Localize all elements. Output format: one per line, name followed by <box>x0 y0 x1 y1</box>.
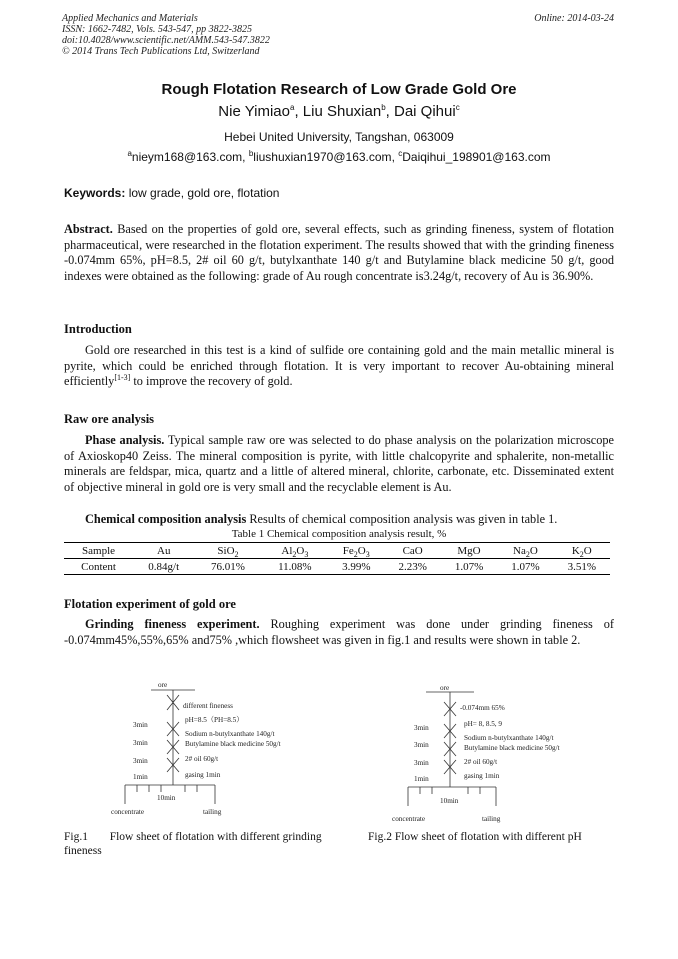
affiliation: Hebei United University, Tangshan, 063009 <box>224 130 454 144</box>
abstract-text: Based on the properties of gold ore, several effects, such as grinding fineness, system of flotation pharmaceutical, were researched in the flotation experiment. The results showed that with the grinding fineness -0.074mm 65%, pH=8.5, 2# oil 60 g/t, butylxanthate 140 g/t and Butylamine black medicine 50 g/t, good indexes were obtained as the following: grade of Au rough concentrate is3.24g/t, recovery of Au is 36.90%. <box>64 222 614 283</box>
author-list: Nie Yimiao$^a$, Liu Shuxian$^b$, Dai Qihui$^c$ <box>218 103 460 120</box>
reagent-label: pH= 8, 8.5, 9 <box>464 720 502 728</box>
online-date: Online: 2014-03-24 <box>534 13 614 24</box>
flowsheet-fig1 <box>111 680 315 825</box>
email-link[interactable]: Daiqihui_198901@163.com <box>402 150 551 164</box>
reagent-label: Butylamine black medicine 50g/t <box>464 744 560 752</box>
section-heading-flotation: Flotation experiment of gold ore <box>64 597 236 611</box>
table-cell: 3.99% <box>328 559 384 575</box>
ore-label: ore <box>440 684 450 692</box>
phase-label: Phase analysis. <box>85 433 165 447</box>
table-caption: Table 1 Chemical composition analysis result, % <box>231 528 447 540</box>
section-heading-introduction: Introduction <box>64 322 132 336</box>
chem-label: Chemical composition analysis <box>85 512 247 526</box>
intro-paragraph <box>64 343 614 390</box>
time-label: 3min <box>414 741 429 749</box>
header-cell: $Fe_2O_3$ <box>328 543 384 559</box>
header-cell: MgO <box>441 543 497 559</box>
copyright: © 2014 Trans Tech Publications Ltd, Switzerland <box>62 46 260 57</box>
author-sup: a <box>290 103 295 112</box>
phase-text: Typical sample raw ore was selected to do phase analysis on the polarization microscope of Axioskop40 Zeiss. The mineral composition is pyrite, with little chalcopyrite and sphalerite, non-metallic minerals are feldspar, mica, quartz and a little of altered mineral, chlorite, carbonate, etc. Disseminated extent of objective mineral in gold ore is very small and the recyclable element is Au. <box>64 433 614 494</box>
time-label: 1min <box>414 775 429 783</box>
author-sup: c <box>455 103 460 112</box>
header-cell: SiO$_2$ <box>194 543 261 559</box>
reagent-label: 2# oil 60g/t <box>464 758 498 766</box>
header-cell: $Na_2O$ <box>497 543 553 559</box>
paper-title: Rough Flotation Research of Low Grade Gold Ore <box>161 81 517 98</box>
author-sup: b <box>381 103 386 112</box>
concentrate-label: concentrate <box>111 808 145 816</box>
journal-name: Applied Mechanics and Materials <box>62 13 198 24</box>
journal-meta <box>62 13 270 57</box>
email-link[interactable]: nieym168@163.com <box>131 150 243 164</box>
chem-paragraph <box>64 512 614 528</box>
reagent-label: pH=8.5（PH=8.5） <box>185 716 244 724</box>
time-label: 3min <box>133 739 148 747</box>
table-cell: 0.84g/t <box>133 559 194 575</box>
intro-text: Gold ore researched in this test is a kind of sulfide ore containing gold and the main metallic mineral is pyrite, which could be enriched through flotation. It is very important to recover Au-obtaining mineral efficiently <box>64 343 614 389</box>
email-link[interactable]: liushuxian1970@163.com <box>253 150 392 164</box>
citation: [1-3] <box>114 373 131 383</box>
author-name: Dai Qihui <box>394 103 456 120</box>
time-label: 1min <box>133 773 148 781</box>
table-cell: 11.08% <box>262 559 328 575</box>
table-row <box>64 559 610 575</box>
composition-table <box>64 542 610 575</box>
email-list: $^a$nieym168@163.com, $^b$liushuxian1970@163.com, $^c$Daiqihui_198901@163.com <box>127 149 551 164</box>
reagent-label: Sodium n-butylxanthate 140g/t <box>185 730 275 738</box>
concentrate-label: concentrate <box>392 815 426 823</box>
table-cell: 2.23% <box>384 559 440 575</box>
time-label: 3min <box>133 757 148 765</box>
header-cell: $K_2O$ <box>554 543 610 559</box>
table-header-row <box>64 543 610 559</box>
reagent-label: Butylamine black medicine 50g/t <box>185 740 281 748</box>
header-cell: $Al_2O_3$ <box>262 543 328 559</box>
flotation-paragraph <box>64 617 614 648</box>
ore-label: ore <box>158 681 168 689</box>
figure-caption-1 <box>64 830 344 858</box>
reagent-label: 2# oil 60g/t <box>185 755 219 763</box>
reagent-label: gasing 1min <box>185 771 221 779</box>
flotation-text: Roughing experiment was done under grinding fineness of -0.074mm45%,55%,65% and75% ,which flowsheet was given in fig.1 and results were shown in table 2. <box>64 617 615 647</box>
table-cell: Content <box>64 559 133 575</box>
flotation-label: Grinding fineness experiment. <box>85 617 260 631</box>
reagent-label: gasing 1min <box>464 772 500 780</box>
author-name: Nie Yimiao <box>218 103 290 120</box>
section-heading-raw-ore: Raw ore analysis <box>64 412 155 426</box>
chem-text: Results of chemical composition analysis was given in table 1. <box>249 512 558 526</box>
email-sup: b <box>248 149 254 158</box>
figure-caption-2: Fig.2 Flow sheet of flotation with different pH <box>368 831 582 843</box>
figure-number: Fig.1 <box>64 831 88 843</box>
tailing-label: tailing <box>203 808 222 816</box>
phase-paragraph <box>64 433 614 495</box>
header-cell: Sample <box>64 543 133 559</box>
keywords-text: low grade, gold ore, flotation <box>128 186 280 200</box>
header-cell: Au <box>133 543 194 559</box>
time-label: 3min <box>414 724 429 732</box>
table-cell: 76.01% <box>194 559 261 575</box>
email-sup: c <box>398 149 403 158</box>
flowsheet-fig2 <box>392 684 600 829</box>
abstract <box>64 222 614 284</box>
email-sup: a <box>127 149 132 158</box>
keywords <box>64 186 279 200</box>
time-label: 3min <box>133 721 148 729</box>
table-cell: 1.07% <box>441 559 497 575</box>
intro-text-end: to improve the recovery of gold. <box>130 374 293 389</box>
table-cell: 1.07% <box>497 559 553 575</box>
header-cell: CaO <box>384 543 440 559</box>
condition-label: -0.074mm 65% <box>460 704 505 712</box>
abstract-label: Abstract. <box>64 222 113 236</box>
tailing-label: tailing <box>482 815 501 823</box>
table-cell: 3.51% <box>554 559 610 575</box>
keywords-label: Keywords: <box>64 186 126 200</box>
reagent-label: Sodium n-butylxanthate 140g/t <box>464 734 554 742</box>
issn: ISSN: 1662-7482, Vols. 543-547, pp 3822-3825 <box>62 24 252 35</box>
time-label: 3min <box>414 759 429 767</box>
float-time-label: 10min <box>157 794 176 802</box>
condition-label: different fineness <box>183 702 233 710</box>
author-name: Liu Shuxian <box>302 103 382 120</box>
figure-caption-text: Flow sheet of flotation with different grinding fineness <box>64 831 322 857</box>
float-time-label: 10min <box>440 797 459 805</box>
doi: doi:10.4028/www.scientific.net/AMM.543-547.3822 <box>62 35 270 46</box>
